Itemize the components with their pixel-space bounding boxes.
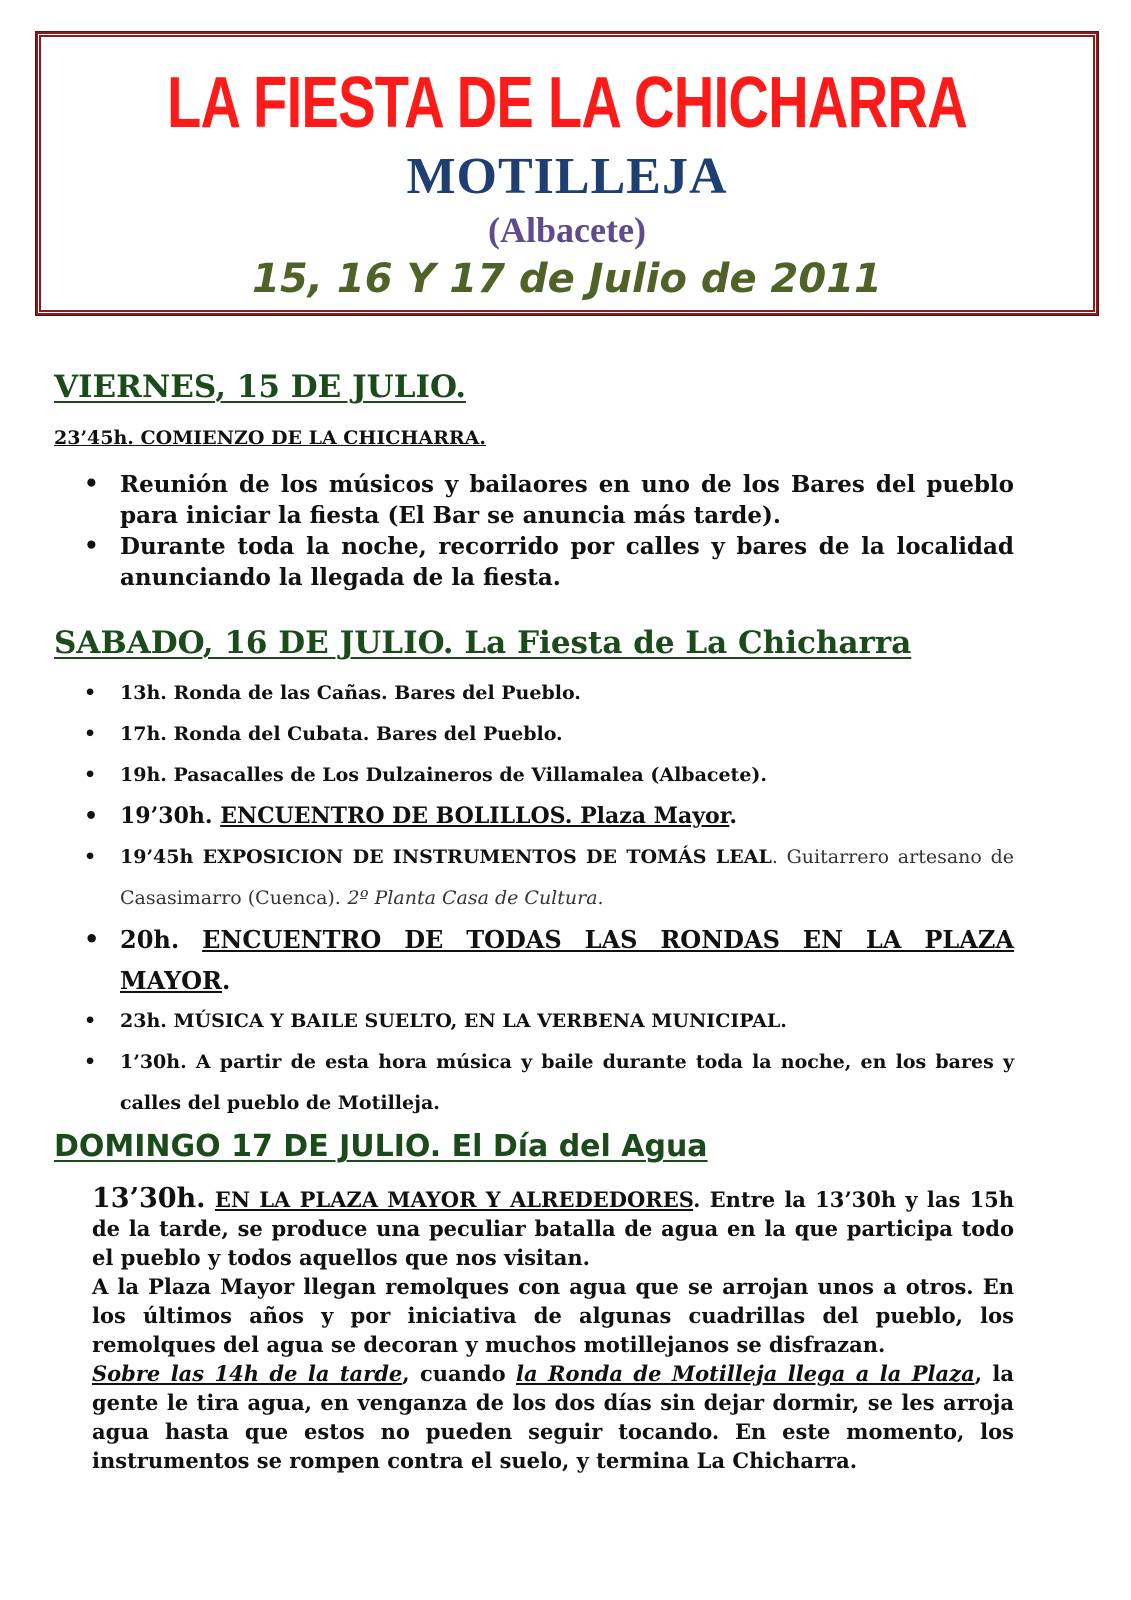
- sunday-place: EN LA PLAZA MAYOR Y ALREDEDORES: [214, 1187, 694, 1212]
- list-item: [84, 837, 1014, 919]
- header-box: [36, 32, 1098, 315]
- item-text: . Guitarrero artesano de Casasimarro (Cuenca).: [120, 846, 1015, 909]
- item-event: ENCUENTRO DE BOLILLOS. Plaza Mayor: [220, 803, 730, 829]
- list-item: • 13h. Ronda de las Cañas. Bares del Pueblo.: [84, 673, 1014, 714]
- list-item: • Durante toda la noche, recorrido por calles y bares de la localidad anunciando la llegada de la fiesta.: [84, 531, 1014, 593]
- list-item: • Reunión de los músicos y bailaores en uno de los Bares del pueblo para iniciar la fiesta (El Bar se anuncia más tarde).: [84, 469, 1014, 531]
- sunday-time: 13’30h.: [92, 1183, 206, 1214]
- friday-heading: VIERNES, 15 DE JULIO.: [54, 369, 466, 405]
- sunday-description: [92, 1184, 1014, 1475]
- item-time: 19’30h.: [120, 803, 213, 829]
- sunday-p3-text: , cuando: [402, 1361, 517, 1386]
- item-lead: 19’45h EXPOSICION DE INSTRUMENTOS DE TOMÁS LEAL: [120, 846, 772, 868]
- region-name: (Albacete): [488, 210, 646, 250]
- list-item: [84, 796, 1014, 837]
- item-place: 2º Planta Casa de Cultura.: [347, 887, 604, 909]
- sunday-p3-time: Sobre las 14h de la tarde: [92, 1361, 403, 1386]
- town-name: MOTILLEJA: [406, 148, 728, 205]
- festival-dates: 15, 16 Y 17 de Julio de 2011: [252, 256, 882, 302]
- sunday-paragraph-2: A la Plaza Mayor llegan remolques con agua que se arrojan unos a otros. En los últimos años y por iniciativa de algunas cuadrillas del pueblo, los remolques del agua se decoran y muchos motillejanos se disfrazan.: [92, 1274, 1014, 1357]
- list-item: [84, 919, 1014, 1001]
- item-event: ENCUENTRO DE TODAS LAS RONDAS EN LA PLAZA MAYOR: [120, 925, 1015, 995]
- list-item: • 19h. Pasacalles de Los Dulzaineros de Villamalea (Albacete).: [84, 755, 1014, 796]
- sunday-heading: DOMINGO 17 DE JULIO. El Día del Agua: [54, 1129, 708, 1164]
- saturday-list: [84, 673, 1014, 1124]
- item-end: .: [729, 803, 737, 829]
- sunday-p3-rest: , la gente le tira agua, en venganza de los dos días sin dejar dormir, se les arroja agua hasta que estos no pueden seguir tocando. En este momento, los instrumentos se rompen contra el suelo, y termina La Chicharra.: [92, 1361, 1014, 1473]
- list-item: • 23h. MÚSICA Y BAILE SUELTO, EN LA VERBENA MUNICIPAL.: [84, 1001, 1014, 1042]
- item-time: 20h.: [120, 925, 180, 954]
- saturday-heading: SABADO, 16 DE JULIO. La Fiesta de La Chicharra: [54, 625, 912, 661]
- friday-list: [84, 469, 1014, 593]
- sunday-p1-text: . Entre la 13’30h y las 15h de la tarde, se produce una peculiar batalla de agua en la que participa todo el pueblo y todos aquellos que nos visitan.: [92, 1187, 1015, 1270]
- poster-title: LA FIESTA DE LA CHICHARRA: [167, 63, 967, 143]
- item-end: .: [221, 966, 231, 995]
- list-item: • 17h. Ronda del Cubata. Bares del Pueblo.: [84, 714, 1014, 755]
- sunday-paragraph-1: [92, 1184, 1014, 1272]
- friday-time-line: 23’45h. COMIENZO DE LA CHICHARRA.: [54, 427, 487, 449]
- sunday-paragraph-3: [92, 1359, 1014, 1475]
- list-item: • 1’30h. A partir de esta hora música y baile durante toda la noche, en los bares y calles del pueblo de Motilleja.: [84, 1042, 1014, 1124]
- sunday-p3-ronda: la Ronda de Motilleja llega a la Plaza: [516, 1361, 975, 1386]
